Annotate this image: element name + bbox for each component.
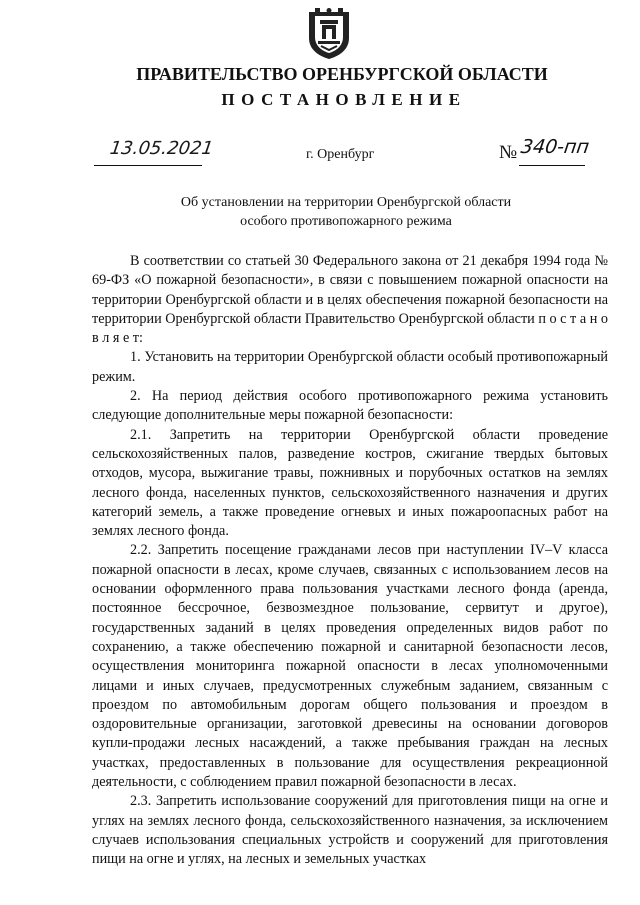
subject-line-1: Об установлении на территории Оренбургской области	[180, 195, 512, 210]
document-date: 13.05.2021	[108, 138, 215, 159]
clause-1: 1. Установить на территории Оренбургской области особый противопожарный режим.	[92, 349, 608, 385]
subject-line-2: особого противопожарного режима	[240, 214, 452, 229]
clause-2-1: 2.1. Запретить на территории Оренбургской области проведение сельскохозяйственных палов, разведение костров, сжигание твердых бытовых отходов, мусора, выжигание травы, пожнивных и порубочных остатков на землях лесного фонда, населенных пунктов, сельскохозяйственного назначения и других категорий земель, а также проведение огневых и иных пожароопасных работ на землях лесного фонда.	[92, 426, 608, 540]
document-body	[92, 252, 608, 870]
preamble-paragraph: В соответствии со статьей 30 Федерального закона от 21 декабря 1994 года № 69-ФЗ «О пожарной безопасности», в связи с повышением пожарной опасности на территории Оренбургской области и в целях обеспечения пожарной безопасности на территории Оренбургской области Правительство Оренбургской области п о с т а н о в л я е т:	[92, 253, 608, 347]
document-subject	[26, 193, 640, 231]
document-number: 340-пп	[519, 136, 591, 158]
document-city: г. Оренбург	[306, 147, 375, 162]
clause-2-2: 2.2. Запретить посещение гражданами лесов при наступлении IV–V класса пожарной опасности в лесах, кроме случаев, связанных с использованием лесов на основании оформленного права пользования участками лесного фонда (аренда, постоянное бессрочное, безвозмездное пользование, сервитут и другое), государственных заданий в целях проведения определенных видов работ по сохранению, а также обеспечению пожарной и санитарной безопасности лесов, осуществления мониторинга пожарной опасности в лесах уполномоченными лицами и иных случаев, предусмотренных служебным заданием, связанным с проездом по автомобильным дорогам общего пользования и проездом в оздоровительные организации, заготовкой древесины на основании договоров купли-продажи лесных насаждений, а также пребывания граждан на лесных участках, предоставленных в пользование для осуществления рекреационной деятельности, с соблюдением правил пожарной безопасности в лесах.	[92, 542, 608, 791]
coat-of-arms-icon	[306, 8, 352, 60]
number-sign: №	[499, 142, 518, 163]
clause-2: 2. На период действия особого противопожарного режима установить следующие дополнительные меры пожарной безопасности:	[92, 388, 608, 424]
government-title: ПРАВИТЕЛЬСТВО ОРЕНБУРГСКОЙ ОБЛАСТИ	[136, 64, 548, 84]
clause-2-3: 2.3. Запретить использование сооружений для приготовления пищи на огне и углях на землях лесного фонда, сельскохозяйственного назначения, за исключением случаев использования специальных устройств и сооружений для приготовления пищи на огне и углях, на лесных и земельных участках	[92, 793, 608, 868]
document-kind-title: ПОСТАНОВЛЕНИЕ	[221, 90, 467, 109]
